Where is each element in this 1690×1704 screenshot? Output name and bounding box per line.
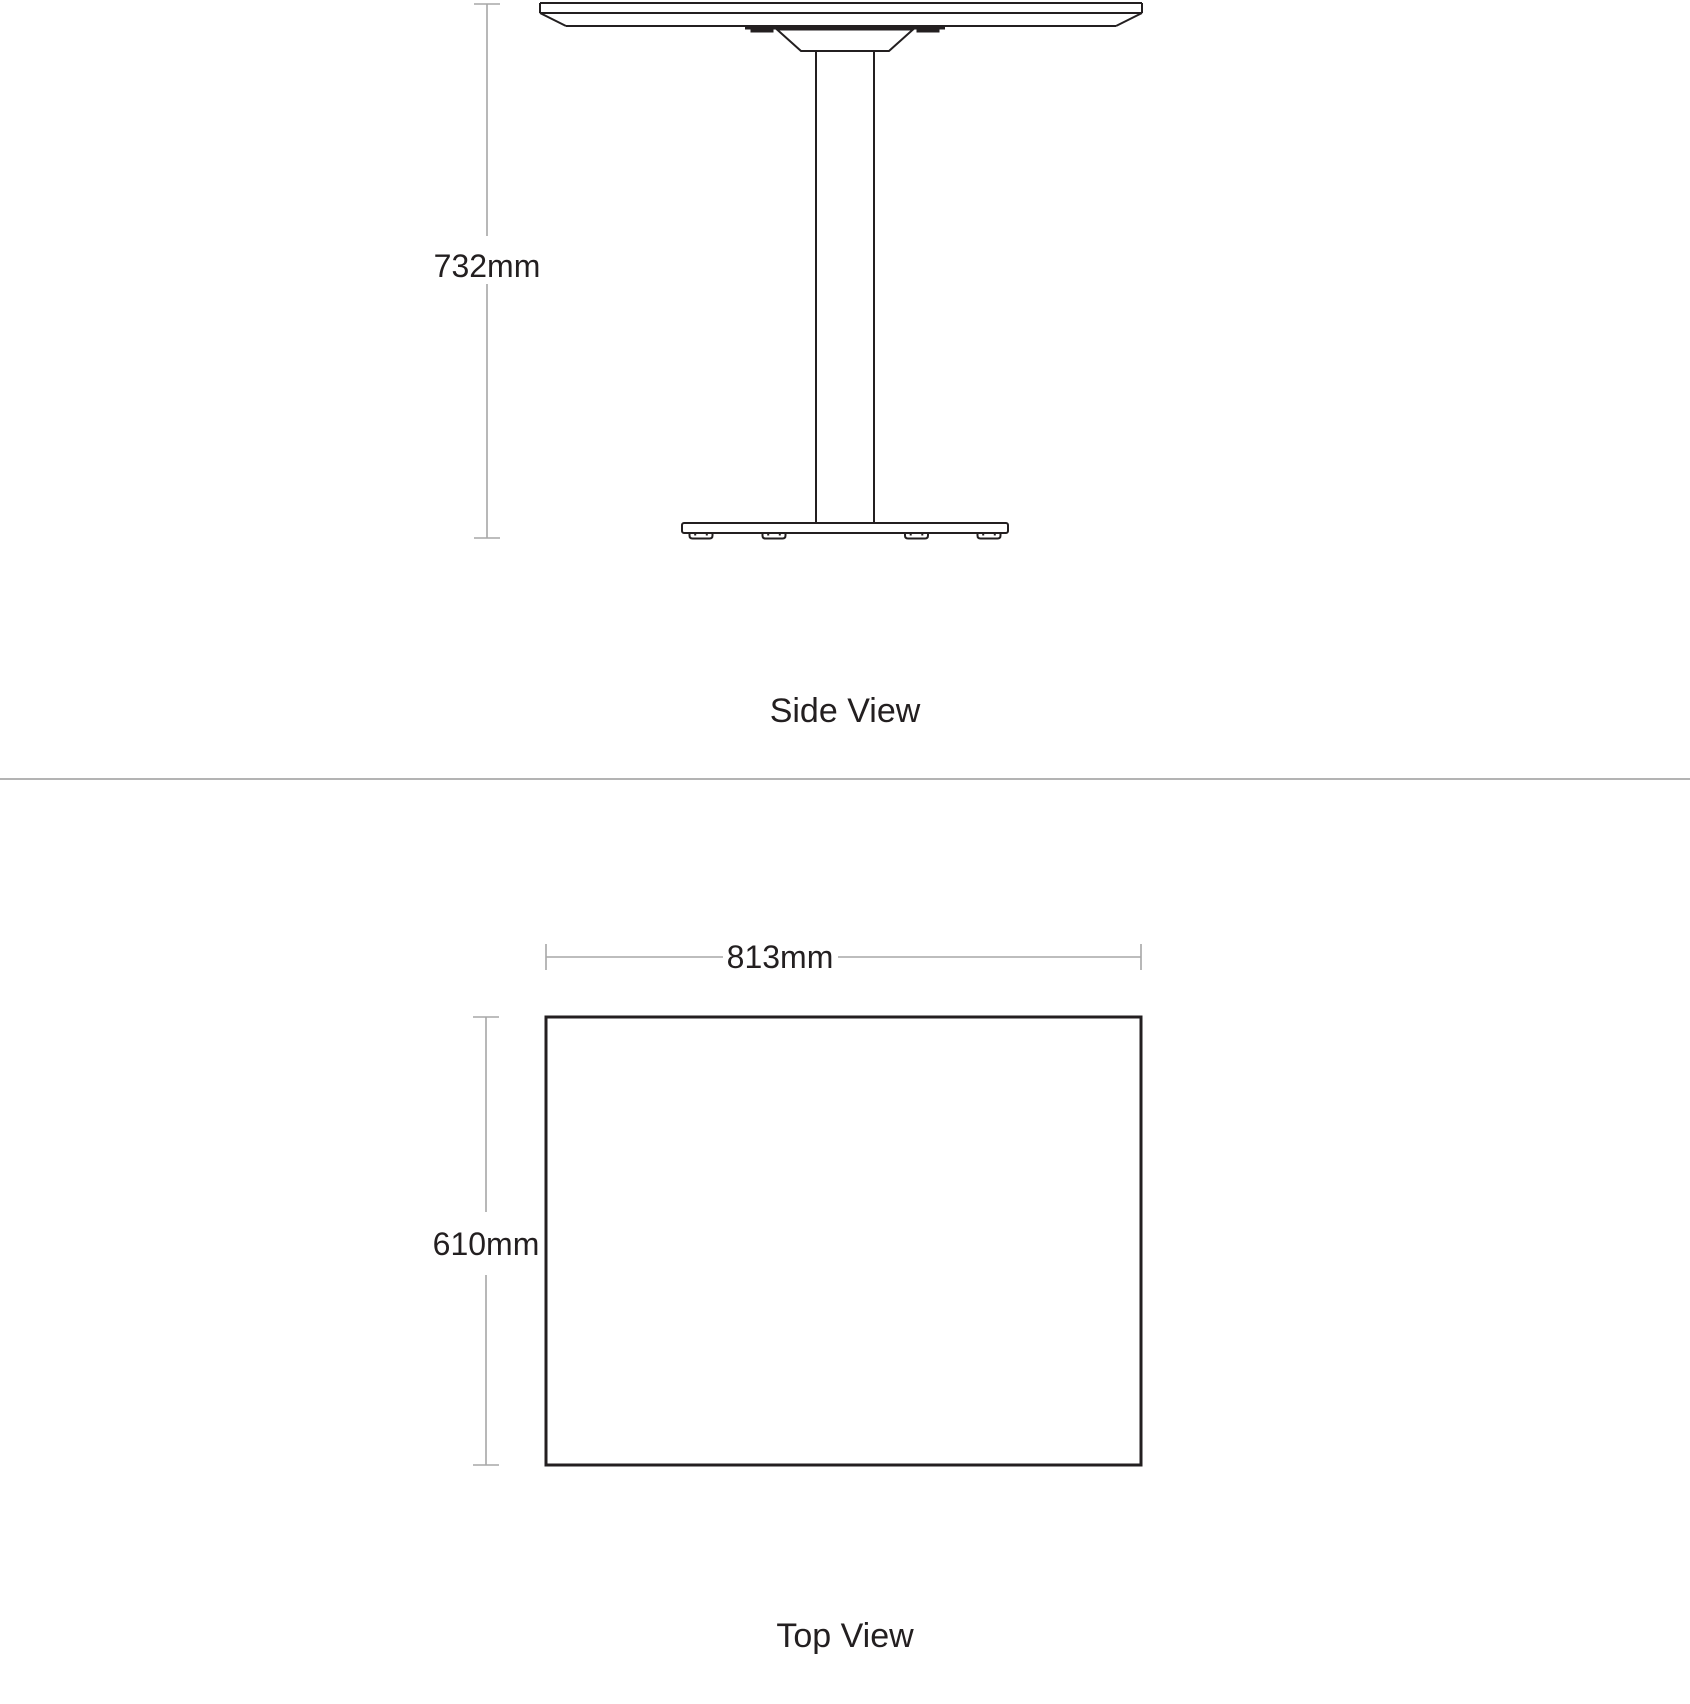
base-plate <box>682 523 1008 533</box>
pedestal-bracket <box>777 30 913 52</box>
side-height-dimension-line <box>434 4 541 538</box>
mount-plate-tab-left <box>751 30 774 33</box>
top-view-label: Top View <box>776 1617 914 1655</box>
tabletop-outline <box>546 1017 1141 1465</box>
tabletop-right-chamfer <box>1116 13 1142 26</box>
side-view-section <box>434 3 1142 730</box>
side-view-label: Side View <box>769 692 921 730</box>
tabletop <box>540 3 1142 26</box>
mount-plate-tab-right <box>917 30 940 33</box>
top-view-section <box>433 939 1141 1655</box>
pedestal-column <box>816 51 874 523</box>
top-width-dimension-line <box>546 939 1141 975</box>
tabletop-left-chamfer <box>540 13 566 26</box>
top-width-dimension-label: 813mm <box>726 939 834 975</box>
side-view-drawing <box>540 3 1142 539</box>
side-height-dimension-label: 732mm <box>433 248 541 284</box>
top-height-dimension-line <box>433 1017 540 1465</box>
top-height-dimension-label: 610mm <box>432 1226 540 1262</box>
